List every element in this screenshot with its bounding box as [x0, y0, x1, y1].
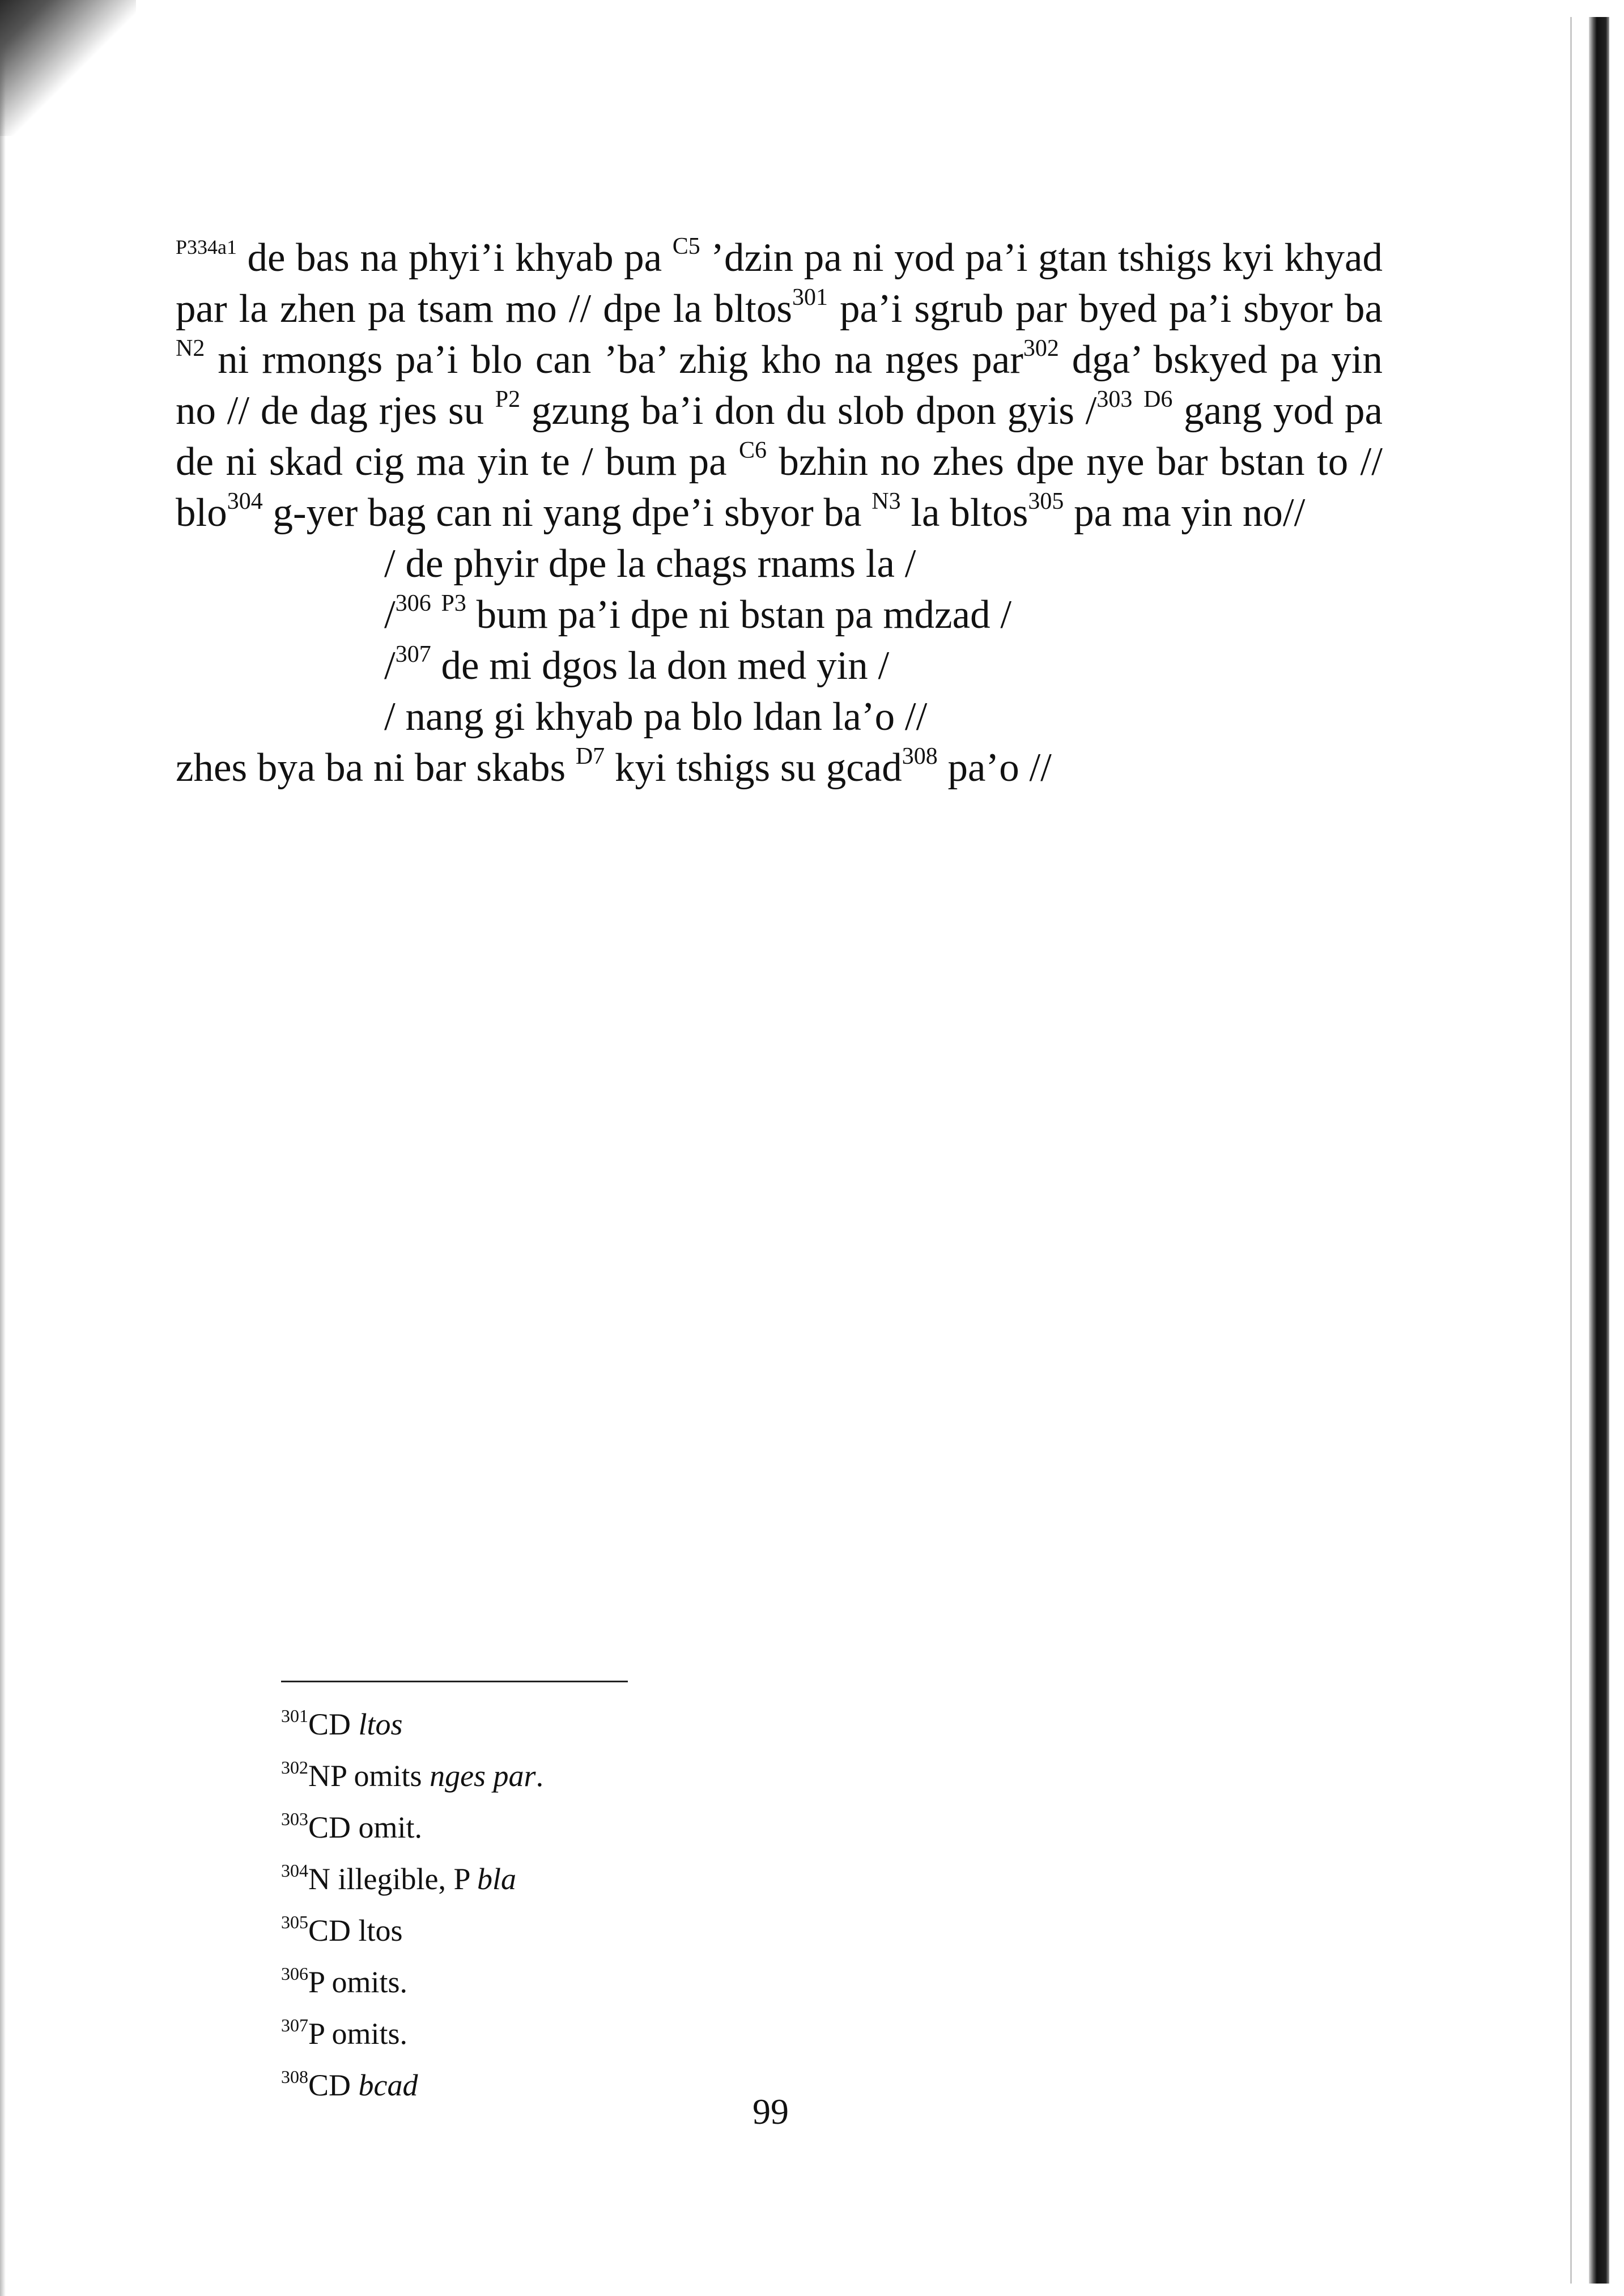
superscript-ref: P2 [495, 386, 521, 413]
text-run: / [384, 644, 396, 688]
verse-line [176, 691, 1383, 742]
superscript-ref: D7 [575, 743, 605, 769]
text-run: CD omit. [308, 1810, 423, 1844]
verse-line [176, 640, 1383, 691]
footnote [281, 1905, 1018, 1957]
superscript-ref: 302 [281, 1757, 308, 1778]
superscript-ref: 304 [281, 1860, 308, 1881]
text-run: CD [308, 1707, 359, 1741]
text-run: P omits. [308, 1965, 408, 1999]
superscript-ref: 302 [1023, 335, 1059, 362]
scan-left-edge [0, 0, 6, 2296]
footnote-separator [281, 1681, 628, 1682]
superscript-ref: 301 [281, 1706, 308, 1726]
text-run: gzung ba’i don du slob dpon gyis / [520, 389, 1097, 433]
superscript-ref: 303 [281, 1809, 308, 1829]
superscript-ref: C5 [672, 233, 700, 260]
text-run: bzhin no zhes dpe nye bar bstan to // blo [176, 440, 1383, 535]
text-run: ni rmongs pa’i blo can ’ba’ zhig kho na nges par [205, 338, 1023, 382]
superscript-ref: 305 [1028, 488, 1064, 515]
footnote [281, 1957, 1018, 2008]
verse-line [176, 589, 1383, 640]
text-run: N illegible, P [308, 1862, 477, 1896]
text-run: CD ltos [308, 1914, 403, 1948]
text-run: de mi dgos la don med yin / [431, 644, 890, 688]
superscript-ref: 304 [227, 488, 263, 515]
superscript-ref: P3 [441, 590, 466, 616]
superscript-ref: N2 [176, 335, 205, 362]
superscript-ref: P334a1 [176, 236, 237, 258]
closing-line [176, 742, 1383, 793]
superscript-ref: 303 [1096, 386, 1133, 413]
superscript-ref: 307 [281, 2015, 308, 2035]
superscript-ref: 306 [395, 590, 431, 616]
italic-text: bcad [358, 2068, 418, 2102]
paragraph [176, 232, 1383, 538]
superscript-ref: D6 [1143, 386, 1173, 413]
footnote [281, 2060, 1018, 2111]
italic-text: ltos [358, 1707, 403, 1741]
text-run: de bas na phyi’i khyab pa [237, 236, 673, 280]
superscript-ref: 308 [281, 2067, 308, 2087]
text-run: ’dzin pa ni yod pa’i gtan tshigs kyi khyad par la zhen pa tsam mo // dpe la bltos [176, 236, 1383, 331]
superscript-ref: 307 [395, 641, 431, 667]
superscript-ref: 301 [792, 284, 828, 311]
text-run: gang yod pa de ni skad cig ma yin te / bum pa [176, 389, 1383, 484]
superscript-ref: 308 [902, 743, 938, 769]
book-binding-edge [1589, 17, 1609, 2284]
superscript-ref: 305 [281, 1912, 308, 1932]
italic-text: nges par [430, 1759, 536, 1793]
binding-line [1570, 17, 1572, 2284]
text-run: / [384, 593, 396, 637]
footnote [281, 1802, 1018, 1853]
footnote [281, 1853, 1018, 1905]
text-run [431, 593, 441, 637]
scan-corner-shadow [0, 0, 136, 136]
text-run: la bltos [900, 491, 1028, 535]
verse-line [176, 538, 1383, 589]
text-run: / de phyir dpe la chags rnams la / [384, 542, 916, 586]
text-run: pa ma yin no// [1064, 491, 1306, 535]
italic-text: bla [477, 1862, 516, 1896]
verse-block [176, 538, 1383, 742]
page-number: 99 [753, 2091, 789, 2132]
text-run: CD [308, 2068, 359, 2102]
text-run: kyi tshigs su gcad [605, 746, 902, 790]
text-run: / nang gi khyab pa blo ldan la’o // [384, 695, 928, 739]
superscript-ref: C6 [738, 437, 767, 464]
footnote [281, 2008, 1018, 2060]
superscript-ref: 306 [281, 1963, 308, 1984]
text-run: zhes bya ba ni bar skabs [176, 746, 576, 790]
footnote [281, 1699, 1018, 1750]
text-run: . [535, 1759, 544, 1793]
main-text [176, 232, 1383, 793]
text-run: pa’o // [937, 746, 1052, 790]
text-run: P omits. [308, 2017, 408, 2051]
text-run: NP omits [308, 1759, 430, 1793]
text-run [1132, 389, 1143, 433]
footnote [281, 1750, 1018, 1802]
text-run: g-yer bag can ni yang dpe’i sbyor ba [262, 491, 872, 535]
footnotes [281, 1699, 1018, 2111]
text-run: bum pa’i dpe ni bstan pa mdzad / [466, 593, 1012, 637]
text-run: pa’i sgrub par byed pa’i sbyor ba [828, 287, 1383, 331]
superscript-ref: N3 [871, 488, 901, 515]
text-run: dga’ bskyed pa yin no // de dag rjes su [176, 338, 1383, 433]
